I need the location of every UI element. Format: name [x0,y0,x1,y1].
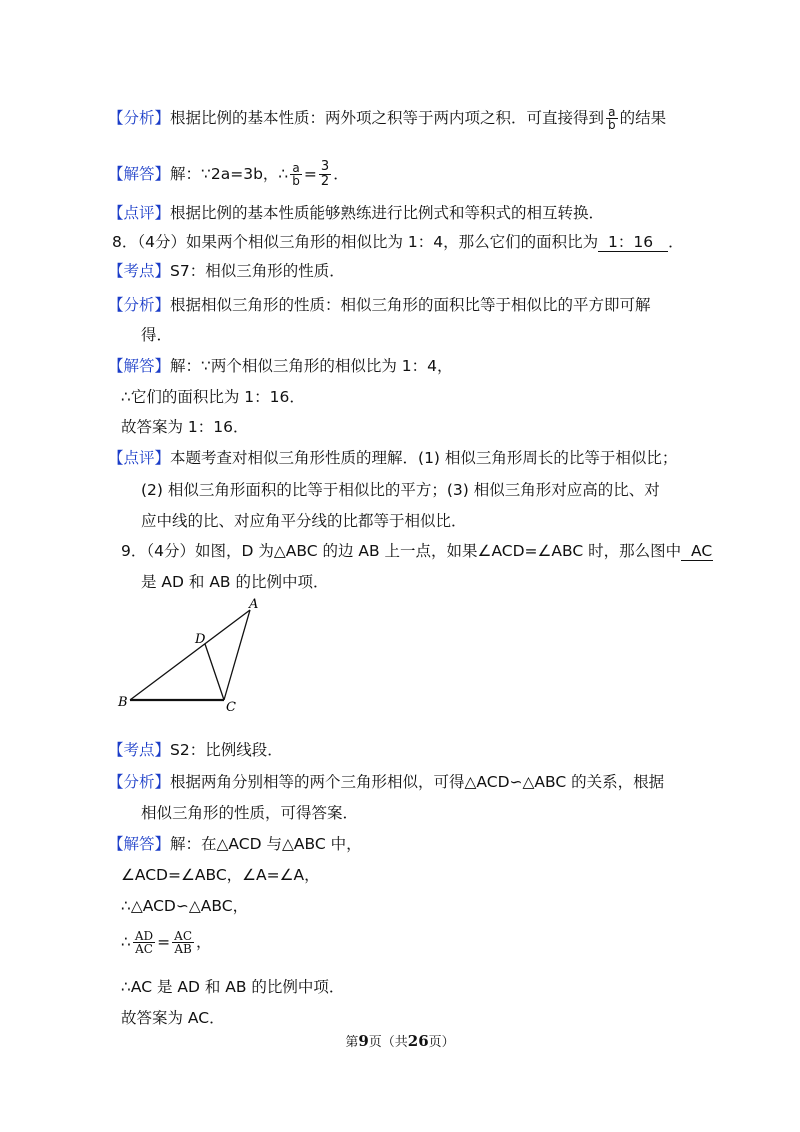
q9-answer-comma: ， [196,933,212,951]
p1-analysis-fraction: $\frac{a}{b}$ [608,105,616,132]
q9-answer-line6: 故答案为 AC． [121,1009,225,1027]
label-a: A [249,597,259,612]
analysis-tag: 【分析】 [108,296,171,314]
q9-stem-line2: 是 AD 和 AB 的比例中项． [141,573,329,591]
q9-answer-text1: 解：在△ACD 与△ABC 中， [170,835,362,853]
q9-answer-line2: ∠ACD=∠ABC，∠A=∠A， [121,866,320,884]
q9-answer-eq: = [157,933,171,951]
p1-comment-text: 根据比例的基本性质能够熟练进行比例式和等积式的相互转换． [170,204,605,222]
p1-analysis-text: 根据比例的基本性质：两外项之积等于两内项之积．可直接得到 [170,109,605,127]
analysis-tag: 【分析】 [108,773,171,791]
q8-answer-text1: 解：∵两个相似三角形的相似比为 1：4， [170,357,453,375]
q8-answer-blank: 1：16 [598,233,668,252]
page-footer: 第9页（共26页） [345,1032,455,1050]
q9-analysis-line2: 相似三角形的性质，可得答案． [141,804,359,822]
q9-fraction-ac-ab: $\frac{AC}{AB}$ [174,929,193,956]
q9-answer-therefore: ∴ [121,933,131,951]
label-b: B [118,695,128,710]
q8-analysis-text1: 根据相似三角形的性质：相似三角形的面积比等于相似比的平方即可解 [170,296,651,314]
q8-comment-line3: 应中线的比、对应角平分线的比都等于相似比． [141,512,467,530]
q9-point-line [108,739,283,761]
q9-point-text: S2：比例线段． [170,741,283,759]
comment-tag: 【点评】 [108,449,171,467]
q8-answer-line2: ∴它们的面积比为 1：16． [121,388,305,406]
answer-tag: 【解答】 [108,835,171,853]
q9-analysis-text1: 根据两角分别相等的两个三角形相似，可得△ACD∽△ABC 的关系，根据 [170,773,665,791]
q8-comment-line1 [108,447,677,469]
q9-triangle-figure [110,596,280,720]
point-tag: 【考点】 [108,262,171,280]
p1-answer-fraction-32: $\frac{3}{2}$ [320,159,330,189]
segment-ba [130,610,250,700]
q8-stem [112,231,684,253]
q8-stem-text: 8．（4分）如果两个相似三角形的相似比为 1：4，那么它们的面积比为 [112,233,599,251]
q8-point-line [108,260,345,282]
p1-answer-fraction-ab: $\frac{a}{b}$ [292,161,300,188]
p1-analysis-tail: 的结果 [619,109,667,127]
q9-answer-line3: ∴△ACD∽△ABC， [121,897,249,915]
p1-answer-line [108,160,349,189]
label-c: C [226,700,236,715]
p1-comment-line [108,202,604,224]
total-pages: 26 [407,1032,429,1050]
label-d: D [195,632,206,647]
analysis-tag: 【分析】 [108,109,171,127]
q9-answer-blank: AC [681,542,713,560]
q9-stem-line1 [121,540,713,562]
page-number: 9 [358,1032,369,1050]
q8-analysis-line1 [108,294,651,316]
segment-ca [224,610,250,700]
q9-answer-line1 [108,833,362,855]
point-tag: 【考点】 [108,741,171,759]
q8-answer-line3: 故答案为 1：16． [121,418,249,436]
q9-answer-line5: ∴AC 是 AD 和 AB 的比例中项． [121,978,345,996]
answer-tag: 【解答】 [108,357,171,375]
p1-answer-eq: = [303,165,317,183]
q8-point-text: S7：相似三角形的性质． [170,262,345,280]
p1-answer-text: 解：∵2a=3b，∴ [170,165,289,183]
q8-stem-end: ． [668,233,684,251]
q8-comment-line2: (2) 相似三角形面积的比等于相似比的平方；(3) 相似三角形对应高的比、对 [141,481,660,499]
q9-fraction-ad-ac: $\frac{AD}{AC}$ [134,929,154,956]
q8-analysis-line2: 得． [141,326,173,344]
answer-tag: 【解答】 [108,165,171,183]
p1-answer-end: ． [333,165,349,183]
comment-tag: 【点评】 [108,204,171,222]
segment-cd [205,644,224,700]
q8-answer-line1 [108,355,453,377]
q9-analysis-line1 [108,771,664,793]
q9-stem-text1: 9．（4分）如图，D 为△ABC 的边 AB 上一点，如果∠ACD=∠ABC 时，那么图中 [121,542,682,560]
p1-analysis-line [108,106,666,131]
q9-answer-line4 [121,930,212,955]
q8-comment-text1: 本题考查对相似三角形性质的理解．(1) 相似三角形周长的比等于相似比； [170,449,678,467]
